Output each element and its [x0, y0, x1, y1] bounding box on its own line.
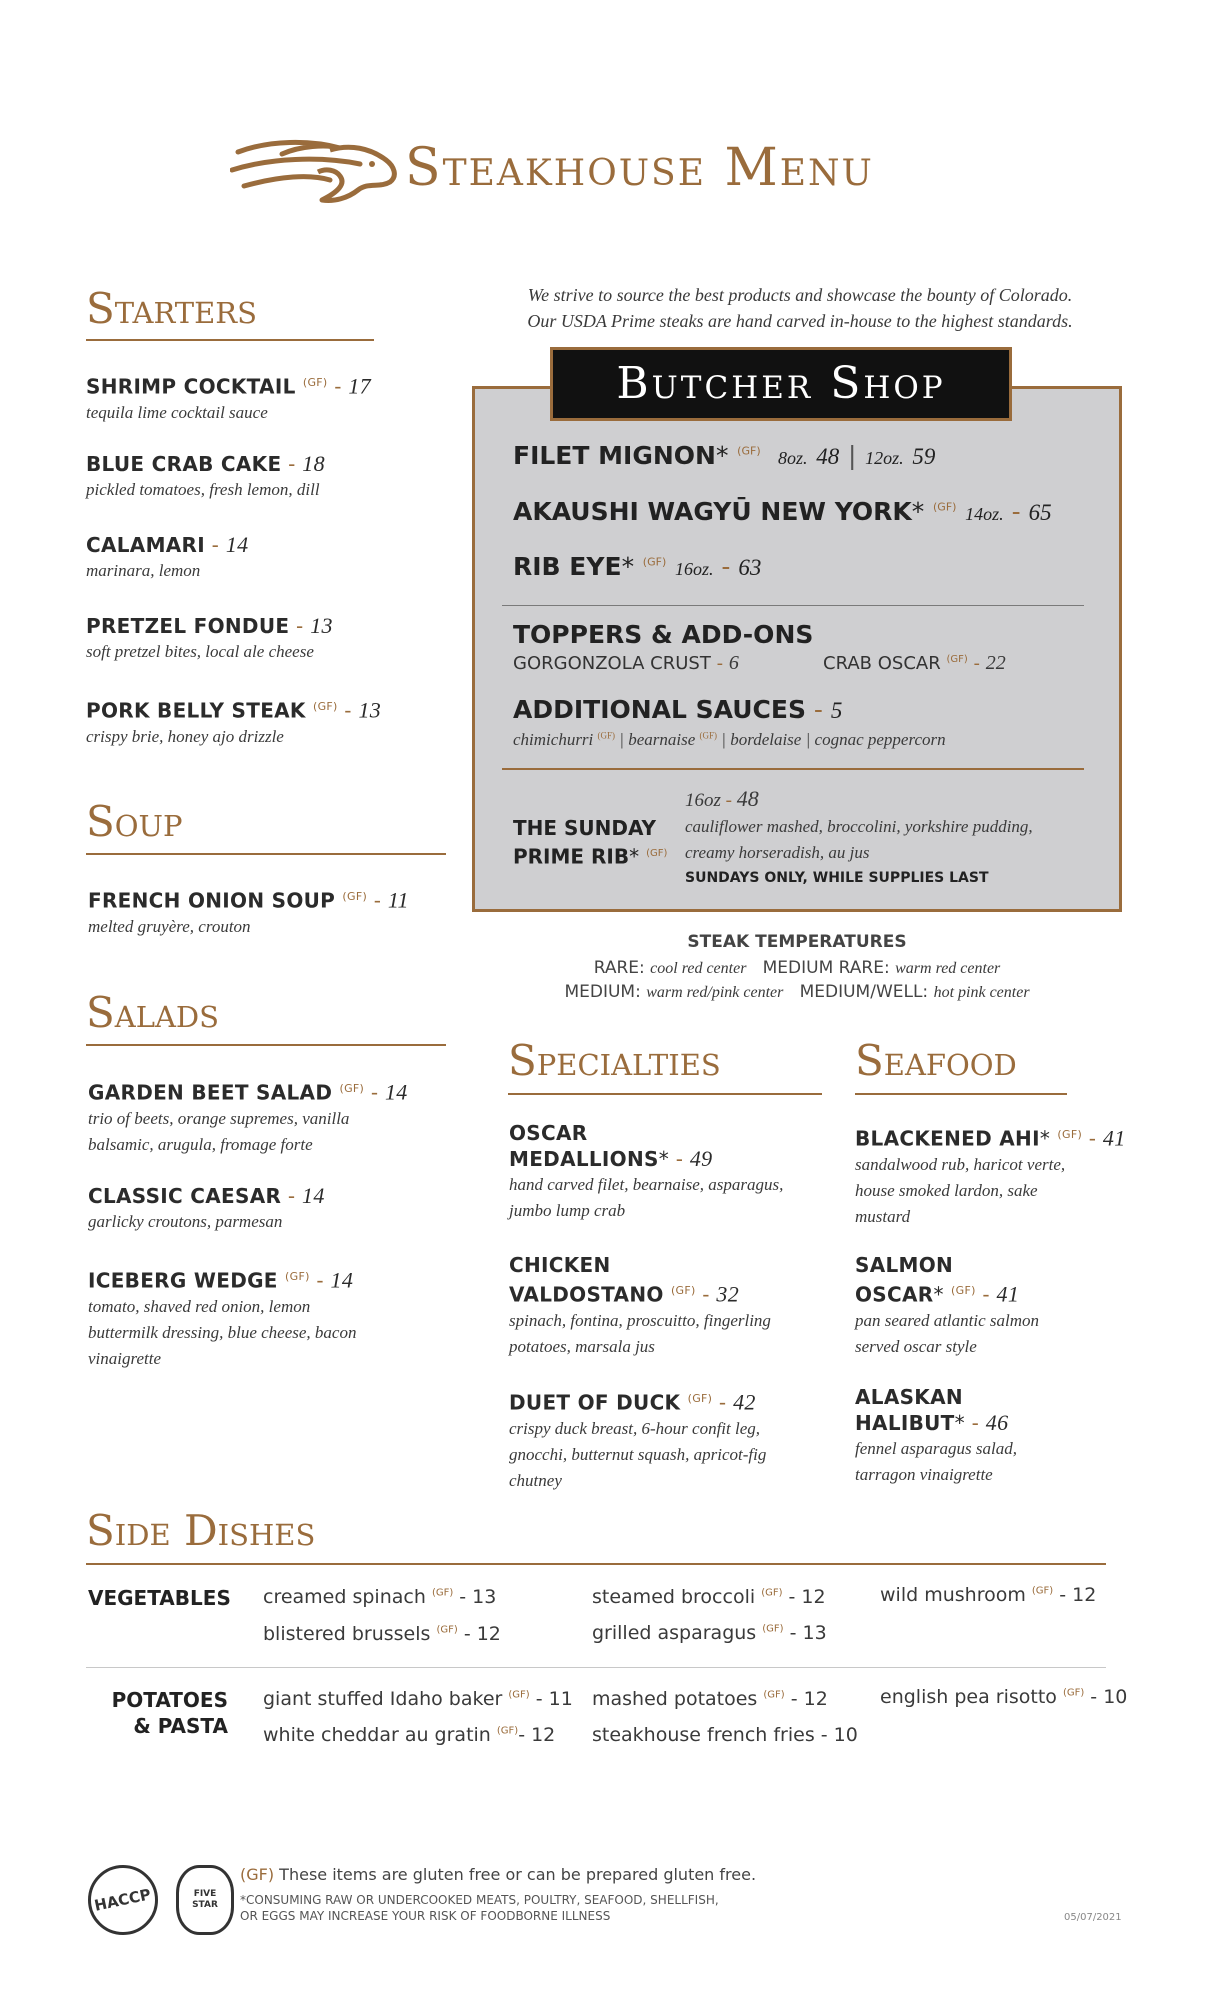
- temperatures-title: STEAK TEMPERATURES: [687, 932, 907, 952]
- side-item: creamed spinach $^{(GF)}$ - 13: [263, 1586, 497, 1608]
- tagline: [470, 282, 1130, 334]
- sauces-title: ADDITIONAL SAUCES - 5: [513, 695, 843, 724]
- gluten-free-note: (GF) These items are gluten free or can be prepared gluten free.: [240, 1865, 757, 1884]
- menu-item-french-onion-soup: FRENCH ONION SOUP $^{(GF)}$ - 11 melted gruyère, crouton: [88, 887, 409, 936]
- toppers-title: TOPPERS & ADD-ONS: [513, 620, 814, 649]
- menu-item-blackened-ahi: BLACKENED AHI* $^{(GF)}$ - 41 sandalwood rub, haricot verte, house smoked lardon, sake mustard: [855, 1125, 1126, 1226]
- rib-eye-line: RIB EYE* $^{(GF)}$ 16oz. - 63: [513, 552, 762, 581]
- side-item: wild mushroom $^{(GF)}$ - 12: [880, 1584, 1097, 1606]
- menu-item-iceberg-wedge: ICEBERG WEDGE $^{(GF)}$ - 14 tomato, shaved red onion, lemon buttermilk dressing, blue cheese, bacon vinaigrette: [88, 1267, 357, 1368]
- haccp-badge-icon: HACCP: [88, 1865, 158, 1935]
- side-dishes-rule: [86, 1563, 1106, 1565]
- side-item: mashed potatoes $^{(GF)}$ - 12: [592, 1688, 828, 1710]
- specialties-rule: [508, 1093, 822, 1095]
- topper-crab-oscar: CRAB OSCAR $^{(GF)}$ - 22: [823, 652, 1006, 674]
- side-item: giant stuffed Idaho baker $^{(GF)}$ - 11: [263, 1688, 573, 1710]
- butcher-divider-2: [502, 768, 1084, 770]
- menu-item-shrimp-cocktail: SHRIMP COCKTAIL $^{(GF)}$ - 17 tequila lime cocktail sauce: [86, 373, 371, 422]
- menu-item-calamari: CALAMARI - 14 marinara, lemon: [86, 532, 249, 580]
- menu-item-salmon-oscar: SALMON OSCAR* $^{(GF)}$ - 41 pan seared atlantic salmon served oscar style: [855, 1253, 1039, 1356]
- side-item: steamed broccoli $^{(GF)}$ - 12: [592, 1586, 826, 1608]
- five-star-badge-icon: FIVE STAR: [176, 1865, 234, 1935]
- menu-item-oscar-medallions: OSCAR MEDALLIONS* - 49 hand carved filet, bearnaise, asparagus, jumbo lump crab: [509, 1121, 784, 1220]
- side-item: english pea risotto $^{(GF)}$ - 10: [880, 1686, 1128, 1708]
- side-item: blistered brussels $^{(GF)}$ - 12: [263, 1623, 501, 1645]
- menu-item-pretzel-fondue: PRETZEL FONDUE - 13 soft pretzel bites, local ale cheese: [86, 613, 333, 661]
- menu-item-chicken-valdostano: CHICKEN VALDOSTANO $^{(GF)}$ - 32 spinach, fontina, proscuitto, fingerling potatoes, marsala jus: [509, 1253, 771, 1356]
- print-date: 05/07/2021: [1064, 1912, 1122, 1923]
- side-dishes-heading: Side Dishes: [86, 1506, 316, 1555]
- menu-item-alaskan-halibut: ALASKAN HALIBUT* - 46 fennel asparagus salad, tarragon vinaigrette: [855, 1385, 1017, 1484]
- menu-item-pork-belly-steak: PORK BELLY STEAK $^{(GF)}$ - 13 crispy brie, honey ajo drizzle: [86, 697, 382, 746]
- butcher-divider-1: [502, 605, 1084, 606]
- starters-rule: [86, 339, 374, 341]
- prime-rib-details: 16oz - 48 cauliflower mashed, broccolini, yorkshire pudding, creamy horseradish, au jus SUNDAYS ONLY, WHILE SUPPLIES LAST: [685, 786, 1033, 886]
- foodborne-warning: *CONSUMING RAW OR UNDERCOOKED MEATS, POULTRY, SEAFOOD, SHELLFISH, OR EGGS MAY INCREASE YOUR RISK OF FOODBORNE ILLNESS: [240, 1893, 719, 1923]
- sides-divider: [86, 1667, 1106, 1668]
- tagline-line-2: Our USDA Prime steaks are hand carved in-house to the highest standards.: [527, 311, 1073, 331]
- temperatures-row-1: RARE: cool red center MEDIUM RARE: warm red center: [593, 958, 1001, 978]
- page-title: Steakhouse Menu: [405, 138, 874, 198]
- seafood-heading: Seafood: [855, 1036, 1017, 1085]
- menu-item-garden-beet-salad: GARDEN BEET SALAD $^{(GF)}$ - 14 trio of beets, orange supremes, vanilla balsamic, arugula, fromage forte: [88, 1079, 408, 1154]
- soup-rule: [86, 853, 446, 855]
- topper-gorgonzola: GORGONZOLA CRUST - 6: [513, 652, 739, 674]
- butcher-shop-heading: Butcher Shop: [550, 347, 1012, 421]
- salads-heading: Salads: [86, 988, 220, 1037]
- sides-vegetables-label: VEGETABLES: [88, 1586, 231, 1610]
- horse-logo-icon: [230, 130, 400, 210]
- wagyu-line: AKAUSHI WAGYŪ NEW YORK* $^{(GF)}$ 14oz. - 65: [513, 497, 1052, 526]
- soup-heading: Soup: [86, 797, 183, 846]
- sides-potatoes-label: POTATOES & PASTA: [111, 1688, 228, 1738]
- starters-heading: Starters: [86, 284, 258, 333]
- salads-rule: [86, 1044, 446, 1046]
- specialties-heading: Specialties: [508, 1036, 721, 1085]
- temperatures-row-2: MEDIUM: warm red/pink center MEDIUM/WELL: hot pink center: [564, 982, 1030, 1002]
- sauces-list: chimichurri $^{(GF)}$ | bearnaise $^{(GF)}$ | bordelaise | cognac peppercorn: [513, 730, 946, 749]
- filet-mignon-line: FILET MIGNON* $^{(GF)}$ 8oz. 48 | 12oz. 59: [513, 441, 936, 470]
- side-item: grilled asparagus $^{(GF)}$ - 13: [592, 1622, 827, 1644]
- seafood-rule: [855, 1093, 1067, 1095]
- menu-item-blue-crab-cake: BLUE CRAB CAKE - 18 pickled tomatoes, fresh lemon, dill: [86, 451, 325, 499]
- side-item: steakhouse french fries - 10: [592, 1724, 858, 1746]
- side-item: white cheddar au gratin $^{(GF)}$- 12: [263, 1724, 556, 1746]
- tagline-line-1: We strive to source the best products and showcase the bounty of Colorado.: [527, 285, 1073, 305]
- menu-item-duet-of-duck: DUET OF DUCK $^{(GF)}$ - 42 crispy duck breast, 6-hour confit leg, gnocchi, butternut squash, apricot-fig chutney: [509, 1389, 767, 1490]
- menu-item-classic-caesar: CLASSIC CAESAR - 14 garlicky croutons, parmesan: [88, 1183, 325, 1231]
- prime-rib-name: THE SUNDAY PRIME RIB* $^{(GF)}$: [513, 816, 668, 869]
